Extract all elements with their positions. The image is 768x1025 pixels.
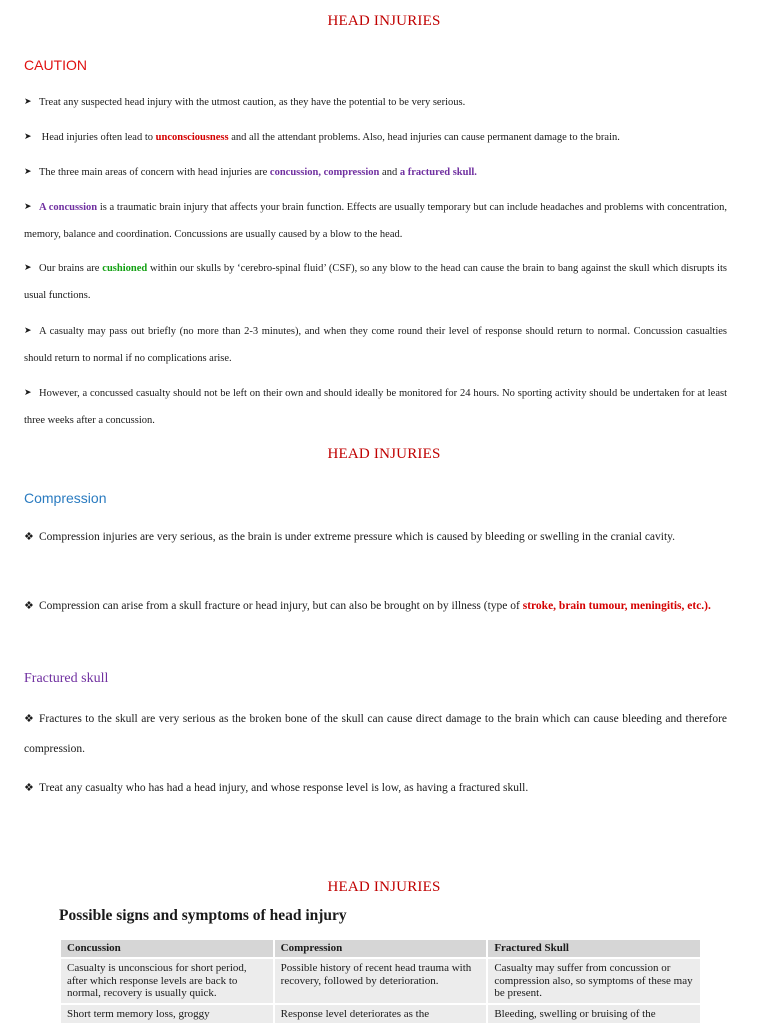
table-cell: Casualty may suffer from concussion or compression also, so symptoms of these may be present. [488, 959, 700, 1003]
bullet-text: Our brains are [39, 263, 103, 274]
caution-bullet [24, 123, 727, 151]
arrowhead-bullet-icon: ➤ [24, 201, 32, 211]
caution-bullet [24, 158, 727, 186]
four-diamond-bullet-icon: ❖ [24, 782, 34, 794]
caution-bullet [24, 254, 727, 309]
table-cell: Short term memory loss, groggy [61, 1005, 273, 1024]
bullet-text: Head injuries often lead to [39, 132, 156, 143]
four-diamond-bullet-icon: ❖ [24, 600, 34, 612]
table-row [61, 1005, 700, 1024]
bullet-text: Treat any casualty who has had a head injury, and whose response level is low, as having a fractured skull. [39, 782, 529, 794]
arrowhead-bullet-icon: ➤ [24, 325, 32, 335]
bullet-text: is a traumatic brain injury that affects your brain function. Effects are usually temporary but can include headaches and problems with concentration, memory, balance and coordination. Concussions are usually caused by a blow to the head. [24, 202, 727, 240]
bullet-text: Compression can arise from a skull fracture or head injury, but can also be brought on by illness (type of [39, 600, 523, 612]
bullet-text: and all the attendant problems. Also, head injuries can cause permanent damage to the brain. [228, 132, 620, 143]
highlighted-term: stroke, brain tumour, meningitis, etc.). [522, 600, 711, 612]
table-cell: Response level deteriorates as the [275, 1005, 487, 1024]
column-header-concussion: Concussion [61, 940, 273, 957]
arrowhead-bullet-icon: ➤ [24, 166, 32, 176]
fractured-skull-heading: Fractured skull [24, 671, 109, 686]
signs-symptoms-subtitle: Possible signs and symptoms of head injury [59, 907, 347, 924]
four-diamond-bullet-icon: ❖ [24, 531, 34, 543]
signs-symptoms-table [59, 938, 702, 1025]
page-title: HEAD INJURIES [327, 446, 441, 462]
caution-heading: CAUTION [24, 57, 87, 73]
fractured-skull-bullet [24, 773, 727, 803]
table-cell: Bleeding, swelling or bruising of the [488, 1005, 700, 1024]
highlighted-term: concussion, compression [269, 167, 380, 178]
bullet-text: Treat any suspected head injury with the utmost caution, as they have the potential to be very serious. [39, 97, 466, 108]
bullet-text: Compression injuries are very serious, as the brain is under extreme pressure which is caused by bleeding or swelling in the cranial cavity. [39, 531, 676, 543]
highlighted-term: a fractured skull. [399, 167, 477, 178]
arrowhead-bullet-icon: ➤ [24, 387, 32, 397]
bullet-text: However, a concussed casualty should not be left on their own and should ideally be monitored for 24 hours. No sporting activity should be undertaken for at least three weeks after a concussion. [24, 388, 727, 426]
bullet-text: and [379, 167, 400, 178]
bullet-text: A casualty may pass out briefly (no more than 2-3 minutes), and when they come round their level of response should return to normal. Concussion casualties should return to normal if no complications arise. [24, 326, 727, 364]
four-diamond-bullet-icon: ❖ [24, 713, 34, 725]
highlighted-term: cushioned [102, 263, 148, 274]
compression-bullet [24, 591, 727, 621]
page-title: HEAD INJURIES [327, 13, 441, 29]
arrowhead-bullet-icon: ➤ [24, 96, 32, 106]
compression-heading: Compression [24, 490, 107, 506]
table-cell: Casualty is unconscious for short period, after which response levels are back to normal, recovery is usually quick. [61, 959, 273, 1003]
bullet-text: Fractures to the skull are very serious as the broken bone of the skull can cause direct damage to the brain which can cause bleeding and therefore compression. [24, 713, 727, 755]
highlighted-term: A concussion [39, 202, 98, 213]
page-title: HEAD INJURIES [327, 879, 441, 895]
table-cell: Possible history of recent head trauma with recovery, followed by deterioration. [275, 959, 487, 1003]
highlighted-term: unconsciousness [155, 132, 229, 143]
arrowhead-bullet-icon: ➤ [24, 262, 32, 272]
caution-bullet [24, 88, 727, 116]
arrowhead-bullet-icon: ➤ [24, 131, 32, 141]
caution-bullet [24, 193, 727, 248]
column-header-compression: Compression [275, 940, 487, 957]
caution-bullet [24, 317, 727, 372]
bullet-text: within our skulls by ‘cerebro-spinal fluid’ (CSF), so any blow to the head can cause the brain to bang against the skull which disrupts its usual functions. [24, 263, 727, 301]
bullet-text: The three main areas of concern with head injuries are [39, 167, 270, 178]
table-row [61, 959, 700, 1003]
caution-bullet [24, 379, 727, 434]
column-header-fractured-skull: Fractured Skull [488, 940, 700, 957]
compression-bullet [24, 522, 727, 552]
table-header-row [61, 940, 700, 957]
fractured-skull-bullet [24, 704, 727, 764]
